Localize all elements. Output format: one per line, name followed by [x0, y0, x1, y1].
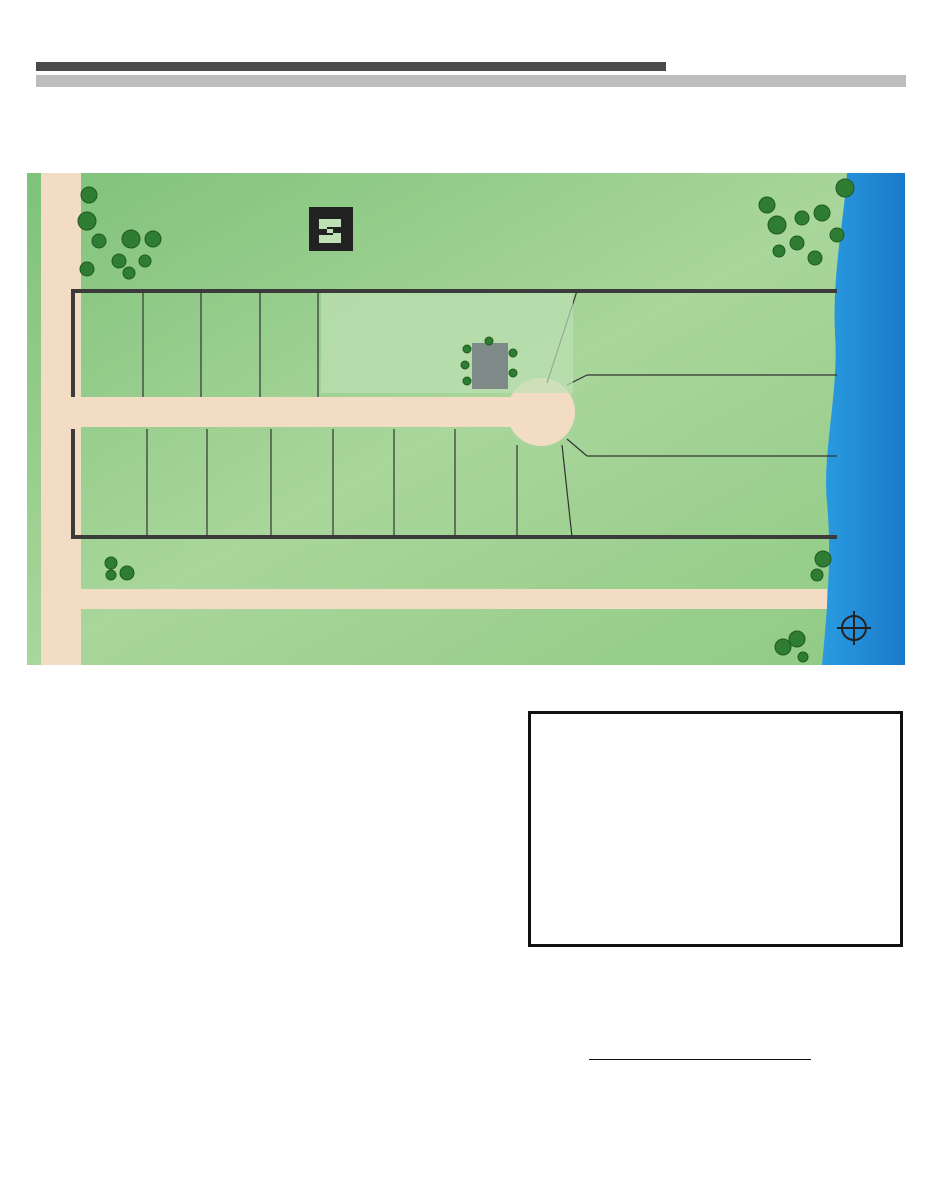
dry-retention-area — [321, 293, 573, 393]
signature-line[interactable] — [589, 1047, 811, 1060]
main-street — [81, 397, 541, 427]
area-tabulation-table — [528, 711, 903, 947]
lake-sheen-sound-logo — [309, 207, 353, 251]
signature-row — [589, 1046, 811, 1068]
company-logo — [664, 34, 909, 96]
header-rule-dark — [36, 62, 666, 71]
signature-block — [589, 1046, 811, 1068]
south-road — [81, 589, 827, 609]
vineland-road — [41, 173, 81, 665]
retention-pond — [472, 343, 508, 389]
site-plan-map — [27, 173, 905, 665]
